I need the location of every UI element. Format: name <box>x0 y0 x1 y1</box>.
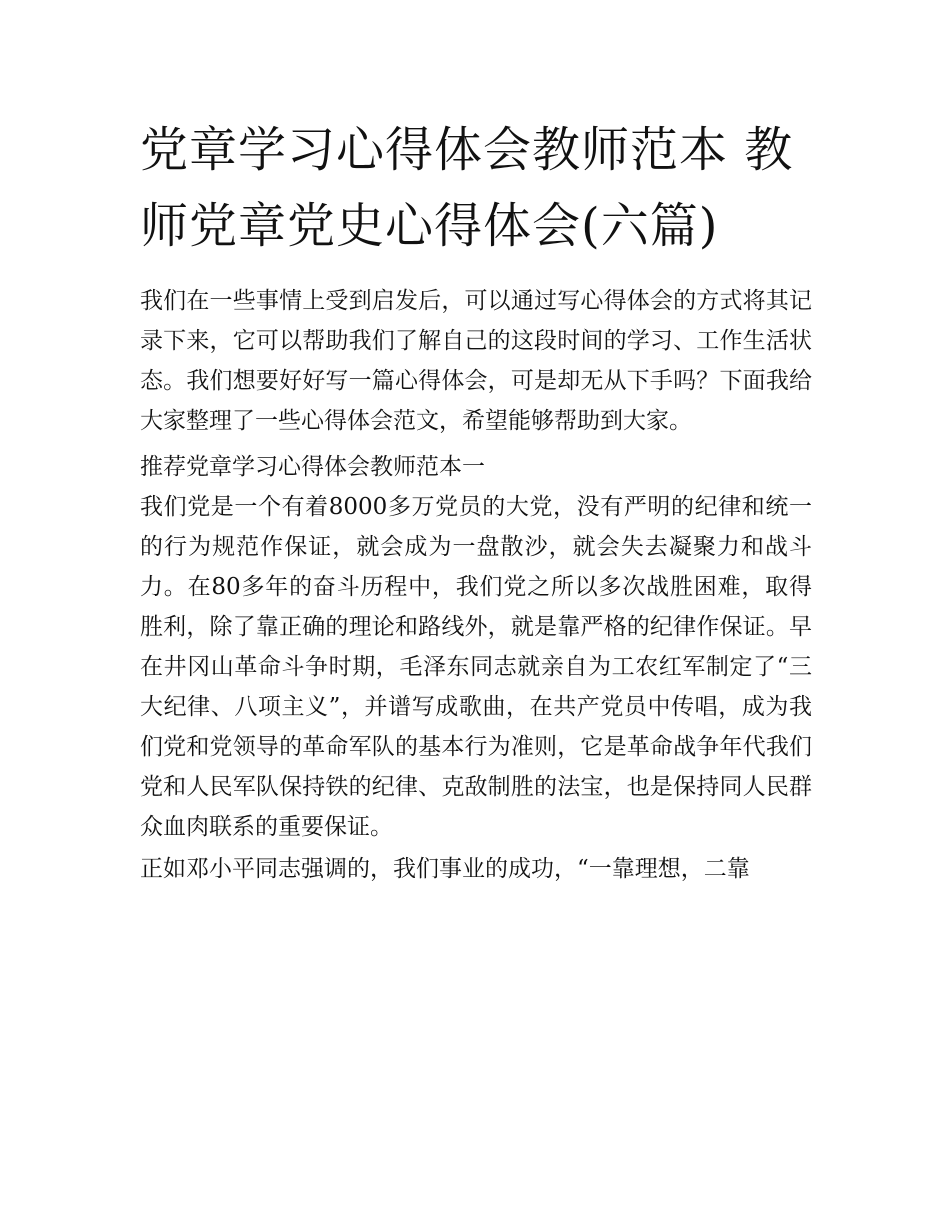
section-heading: 推荐党章学习心得体会教师范本一 <box>140 454 485 480</box>
body-paragraph-1: 我们党是一个有着8000多万党员的大党，没有严明的纪律和统一的行为规范作保证，就会成为一盘散沙，就会失去凝聚力和战斗力。在80多年的奋斗历程中，我们党之所以多次战胜困难，取得胜利，除了靠正确的理论和路线外，就是靠严格的纪律作保证。早在井冈山革命斗争时期，毛泽东同志就亲自为工农红军制定了“三大纪律、八项主义”，并谱写成歌曲，在共产党员中传唱，成为我们党和党领导的革命军队的基本行为准则，它是革命战争年代我们党和人民军队保持铁的纪律、克敌制胜的法宝，也是保持同人民群众血肉联系的重要保证。 <box>140 494 812 840</box>
body-paragraph-2: 正如邓小平同志强调的，我们事业的成功，“一靠理想，二靠 <box>140 856 750 882</box>
document-title: 党章学习心得体会教师范本 教师党章党史心得体会(六篇) <box>140 122 794 254</box>
document-body <box>140 281 812 889</box>
intro-paragraph: 我们在一些事情上受到启发后，可以通过写心得体会的方式将其记录下来，它可以帮助我们了解自己的这段时间的学习、工作生活状态。我们想要好好写一篇心得体会，可是却无从下手吗？下面我给大家整理了一些心得体会范文，希望能够帮助到大家。 <box>140 288 812 434</box>
